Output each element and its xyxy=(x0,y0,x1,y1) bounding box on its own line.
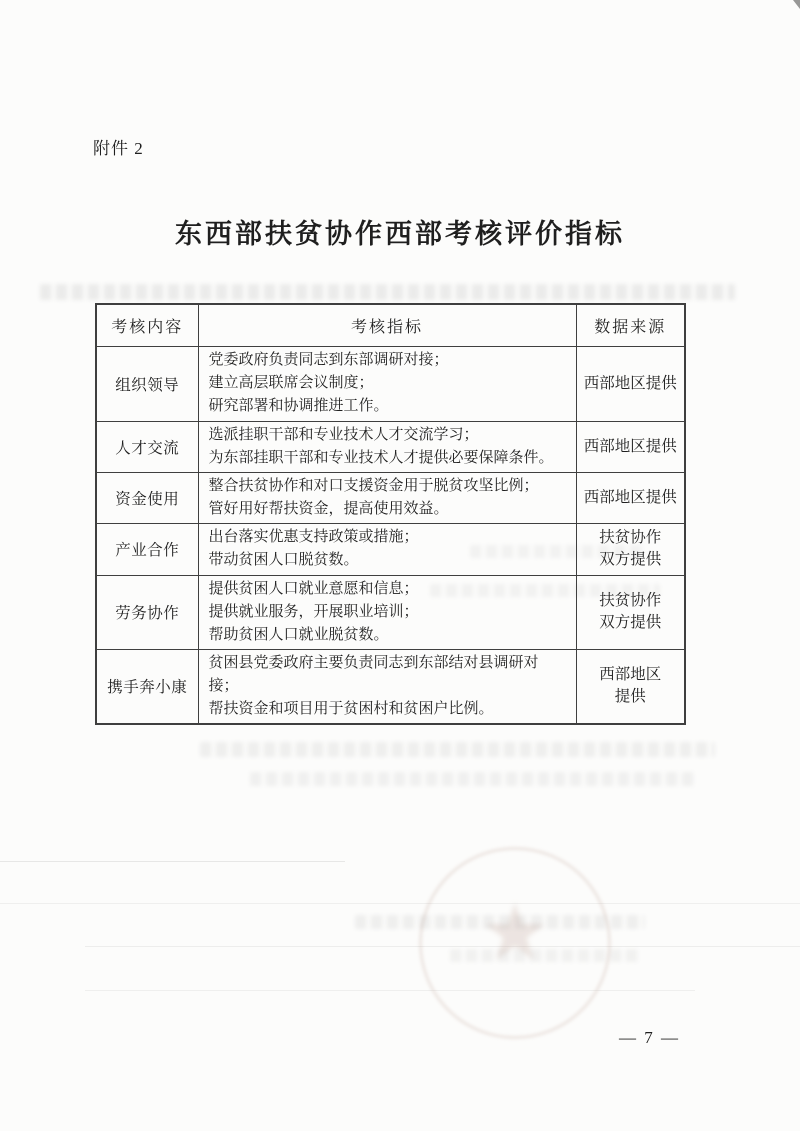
header-data-source: 数据来源 xyxy=(576,304,685,346)
source-line: 西部地区提供 xyxy=(583,437,677,455)
data-source-cell xyxy=(576,523,685,575)
attachment-label: 附件 2 xyxy=(93,139,144,158)
stamp-star-icon: ★ xyxy=(480,889,550,976)
bleed-text-smudge xyxy=(250,772,695,786)
table-row xyxy=(96,523,685,575)
indicator-line: 提供就业服务，开展职业培训； xyxy=(208,603,419,620)
indicator-line: 提供贫困人口就业意愿和信息； xyxy=(208,580,419,597)
header-assessment-content: 考核内容 xyxy=(96,304,198,346)
scan-streak xyxy=(85,990,695,991)
assessment-indicator-cell xyxy=(198,575,576,649)
data-source-cell xyxy=(576,346,685,421)
indicator-line: 出台落实优惠支持政策或措施； xyxy=(208,529,419,545)
scan-streak xyxy=(0,903,800,904)
assessment-indicator-cell xyxy=(198,523,576,575)
assessment-content-cell: 携手奔小康 xyxy=(96,649,198,724)
table-row xyxy=(96,421,685,472)
table-header-row xyxy=(96,304,685,346)
assessment-indicator-cell xyxy=(198,649,576,724)
table-row xyxy=(96,346,685,421)
bleed-text-smudge xyxy=(200,742,715,757)
indicator-line: 建立高层联席会议制度； xyxy=(208,375,374,391)
table-row xyxy=(96,649,685,724)
indicator-line: 为东部挂职干部和专业技术人才提供必要保障条件。 xyxy=(208,449,554,466)
assessment-content-cell: 资金使用 xyxy=(96,472,198,523)
table-row xyxy=(96,472,685,523)
indicator-line: 带动贫困人口脱贫数。 xyxy=(208,552,359,568)
source-line: 西部地区提供 xyxy=(583,488,677,506)
assessment-indicator-table xyxy=(95,303,686,725)
scan-corner-artifact xyxy=(793,0,800,9)
source-line: 西部地区提供 xyxy=(583,374,677,392)
assessment-indicator-cell xyxy=(198,421,576,472)
bleed-text-smudge xyxy=(450,949,640,962)
indicator-line: 选派挂职干部和专业技术人才交流学习； xyxy=(208,426,479,443)
bleed-text-smudge xyxy=(40,284,735,300)
assessment-content-cell: 劳务协作 xyxy=(96,575,198,649)
indicator-line: 整合扶贫协作和对口支援资金用于脱贫攻坚比例； xyxy=(208,477,539,494)
bleed-text-smudge xyxy=(355,915,645,929)
source-line: 提供 xyxy=(614,688,646,705)
page-title: 东西部扶贫协作西部考核评价指标 xyxy=(175,219,625,249)
indicator-line: 管好用好帮扶资金，提高使用效益。 xyxy=(208,500,449,517)
table-row xyxy=(96,575,685,649)
data-source-cell xyxy=(576,575,685,649)
source-line: 双方提供 xyxy=(599,551,662,568)
header-assessment-indicator: 考核指标 xyxy=(198,304,576,346)
source-line: 双方提供 xyxy=(599,614,662,631)
assessment-indicator-cell xyxy=(198,346,576,421)
assessment-content-cell: 组织领导 xyxy=(96,346,198,421)
page-number: — 7 — xyxy=(619,1028,680,1047)
assessment-content-cell: 人才交流 xyxy=(96,421,198,472)
indicator-line: 帮助贫困人口就业脱贫数。 xyxy=(208,626,389,643)
data-source-cell xyxy=(576,649,685,724)
indicator-line: 研究部署和协调推进工作。 xyxy=(208,398,389,414)
source-line: 扶贫协作 xyxy=(599,529,662,546)
scan-streak xyxy=(0,861,345,862)
indicator-line: 党委政府负责同志到东部调研对接； xyxy=(208,352,449,368)
data-source-cell xyxy=(576,421,685,472)
source-line: 西部地区 xyxy=(599,666,662,683)
assessment-content-cell: 产业合作 xyxy=(96,523,198,575)
bleed-stamp-circle xyxy=(419,847,611,1039)
data-source-cell xyxy=(576,472,685,523)
indicator-line: 帮扶资金和项目用于贫困村和贫困户比例。 xyxy=(208,700,494,717)
source-line: 扶贫协作 xyxy=(599,592,662,609)
indicator-line: 贫困县党委政府主要负责同志到东部结对县调研对接； xyxy=(208,654,539,694)
assessment-indicator-cell xyxy=(198,472,576,523)
